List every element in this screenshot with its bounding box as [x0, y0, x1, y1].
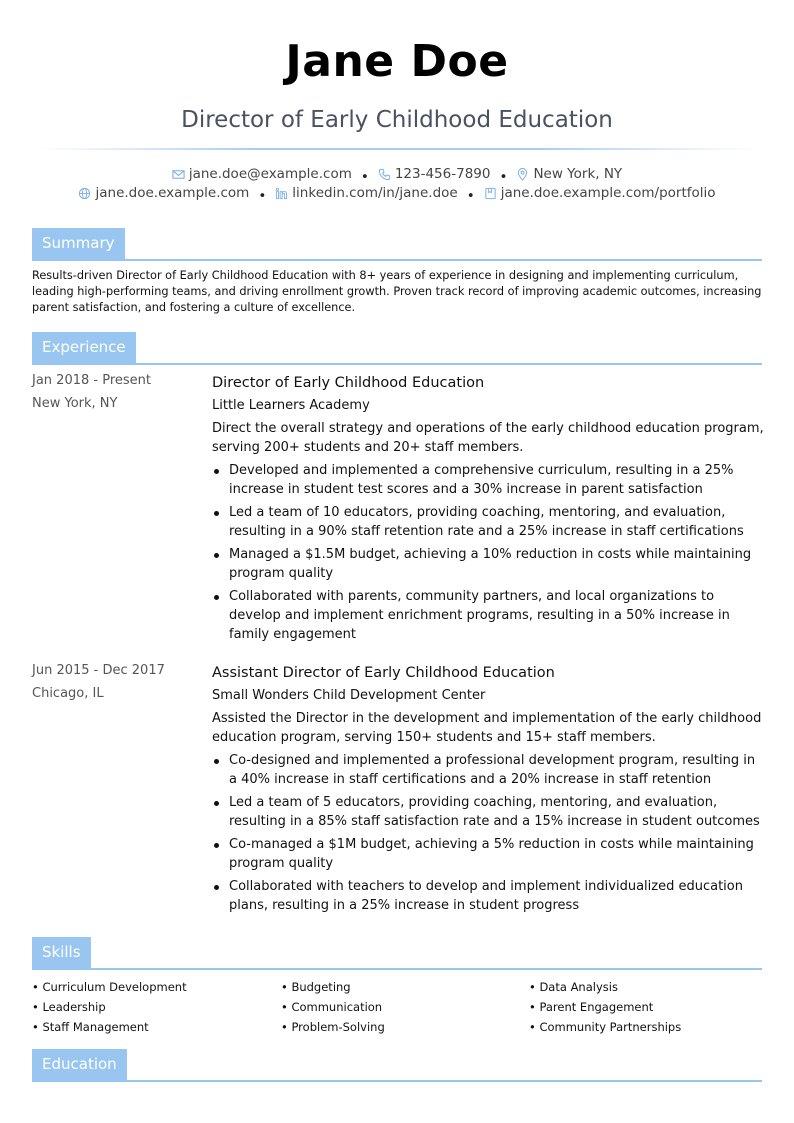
- globe-icon: [78, 187, 91, 200]
- contact-website[interactable]: [78, 185, 249, 201]
- job-details: [212, 373, 764, 648]
- section-header-skills: [32, 937, 762, 968]
- portfolio-text: jane.doe.example.com/portfolio: [500, 185, 716, 201]
- skill-item: • Leadership: [32, 997, 272, 1017]
- separator-dot: •: [466, 187, 475, 204]
- contact-row-primary: [0, 166, 794, 185]
- section-title-experience: Experience: [32, 332, 136, 363]
- section-title-summary: Summary: [32, 228, 125, 259]
- section-rule: [32, 363, 762, 365]
- job-title: Director of Early Childhood Education: [212, 375, 485, 391]
- job-details: [212, 663, 764, 919]
- section-header-education: [32, 1049, 762, 1080]
- job-dates: Jan 2018 - Present: [32, 373, 151, 388]
- job-bullet: Collaborated with parents, community partners, and local organizations to develop and implement enrichment programs, resulting in a 50% increase in family engagement: [212, 587, 764, 644]
- separator-dot: •: [258, 187, 267, 204]
- candidate-title: Director of Early Childhood Education: [181, 107, 613, 133]
- job-bullets: [212, 751, 764, 915]
- job-bullets: [212, 461, 764, 644]
- phone-text: 123-456-7890: [394, 166, 491, 182]
- section-rule: [32, 968, 762, 970]
- skill-item: • Problem-Solving: [281, 1017, 521, 1037]
- map-pin-icon: [516, 168, 529, 181]
- linkedin-text: linkedin.com/in/jane.doe: [292, 185, 458, 201]
- contact-email[interactable]: [172, 166, 352, 182]
- job-bullet: Collaborated with teachers to develop and implement individualized education plans, resulting in a 25% increase in student progress: [212, 877, 764, 915]
- job-location: New York, NY: [32, 396, 118, 411]
- contact-location: [516, 166, 622, 182]
- separator-dot: •: [499, 168, 508, 185]
- section-title-education: Education: [32, 1049, 127, 1080]
- candidate-name: Jane Doe: [285, 36, 509, 87]
- skill-item: • Communication: [281, 997, 521, 1017]
- email-text: jane.doe@example.com: [188, 166, 352, 182]
- skill-item: • Data Analysis: [529, 977, 769, 997]
- phone-icon: [378, 168, 391, 181]
- job-company: Small Wonders Child Development Center: [212, 688, 486, 703]
- section-header-summary: [32, 228, 762, 259]
- job-bullet: Led a team of 10 educators, providing coaching, mentoring, and evaluation, resulting in a 90% staff retention rate and a 25% increase in staff certifications: [212, 503, 764, 541]
- job-bullet: Co-designed and implemented a professional development program, resulting in a 40% increase in staff certifications and a 20% increase in staff retention: [212, 751, 764, 789]
- job-location: Chicago, IL: [32, 686, 104, 701]
- skills-column: [281, 977, 521, 1037]
- skills-column: [529, 977, 769, 1037]
- job-bullet: Led a team of 5 educators, providing coaching, mentoring, and evaluation, resulting in a 85% staff satisfaction rate and a 15% increase in student outcomes: [212, 793, 764, 831]
- job-title: Assistant Director of Early Childhood Education: [212, 665, 555, 681]
- mail-icon: [172, 168, 185, 181]
- portfolio-icon: [484, 187, 497, 200]
- section-header-experience: [32, 332, 762, 363]
- contact-row-links: [0, 185, 794, 204]
- skills-column: [32, 977, 272, 1037]
- contact-linkedin[interactable]: [275, 185, 457, 201]
- job-description: Assisted the Director in the development and implementation of the early childhood education program, serving 150+ students and 15+ staff members.: [212, 711, 762, 745]
- skill-item: • Curriculum Development: [32, 977, 272, 997]
- job-description: Direct the overall strategy and operations of the early childhood education program, serving 200+ students and 20+ staff members.: [212, 421, 764, 455]
- contact-phone[interactable]: [378, 166, 491, 182]
- contact-portfolio[interactable]: [484, 185, 716, 201]
- website-text: jane.doe.example.com: [95, 185, 250, 201]
- section-rule: [32, 1080, 762, 1082]
- location-text: New York, NY: [533, 166, 623, 182]
- summary-text: Results-driven Director of Early Childhood Education with 8+ years of experience in designing and implementing curriculum, leading high-performing teams, and driving enrollment growth. Proven track record of improving academic outcomes, increasing parent satisfaction, and fostering a culture of excellence.: [32, 269, 762, 314]
- job-bullet: Co-managed a $1M budget, achieving a 5% reduction in costs while maintaining program quality: [212, 835, 764, 873]
- job-bullet: Managed a $1.5M budget, achieving a 10% reduction in costs while maintaining program quality: [212, 545, 764, 583]
- skill-item: • Staff Management: [32, 1017, 272, 1037]
- skill-item: • Budgeting: [281, 977, 521, 997]
- skill-item: • Community Partnerships: [529, 1017, 769, 1037]
- section-title-skills: Skills: [32, 937, 91, 968]
- section-rule: [32, 259, 762, 261]
- job-dates: Jun 2015 - Dec 2017: [32, 663, 165, 678]
- linkedin-icon: [275, 187, 288, 200]
- skill-item: • Parent Engagement: [529, 997, 769, 1017]
- job-bullet: Developed and implemented a comprehensive curriculum, resulting in a 25% increase in student test scores and a 30% increase in parent satisfaction: [212, 461, 764, 499]
- job-company: Little Learners Academy: [212, 398, 370, 413]
- separator-dot: •: [360, 168, 369, 185]
- header-divider: [40, 148, 754, 150]
